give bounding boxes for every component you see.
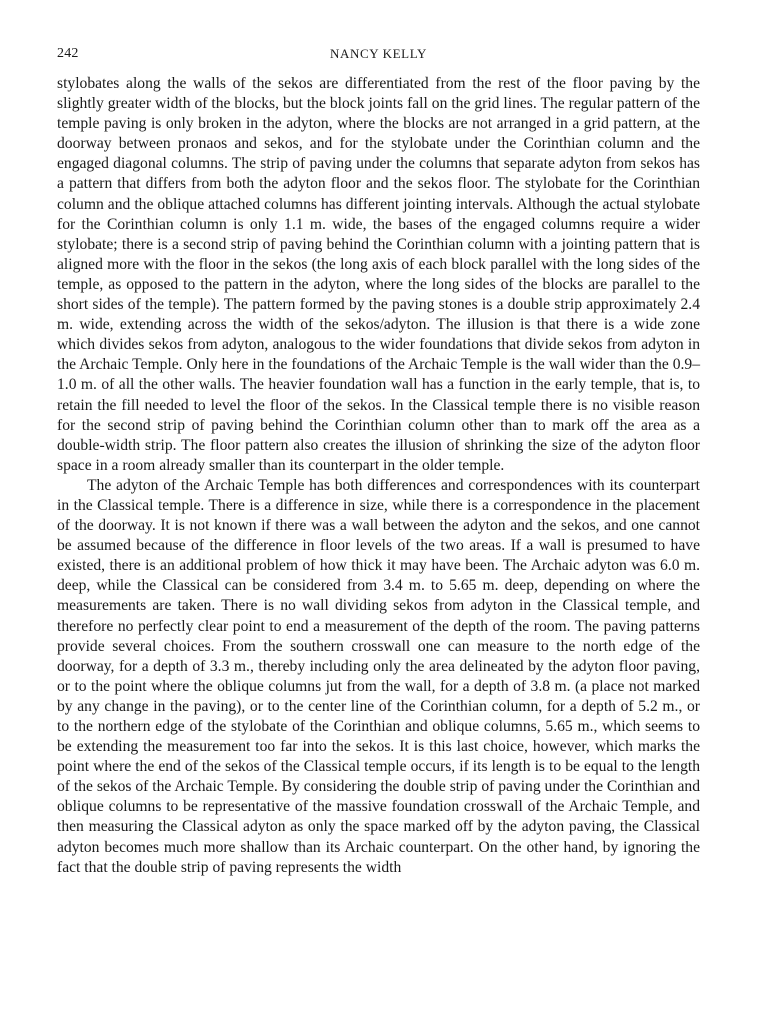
running-head (57, 46, 700, 68)
page-number: 242 (57, 46, 79, 61)
running-head-author: NANCY KELLY (330, 46, 427, 61)
body-text (57, 74, 700, 878)
book-page (57, 46, 700, 878)
paragraph-continued: stylobates along the walls of the sekos are differentiated from the rest of the floor paving by the slightly greater width of the blocks, but the block joints fall on the grid lines. The regular pattern of the temple paving is only broken in the adyton, where the blocks are not arranged in a grid pattern, at the doorway between pronaos and sekos, and for the stylobate under the Corinthian column and the engaged diagonal columns. The strip of paving under the columns that separate adyton from sekos has a pattern that differs from both the adyton floor and the sekos floor. The stylobate for the Corinthian column and the oblique attached columns has different jointing intervals. Although the actual stylobate for the Corinthian column is only 1.1 m. wide, the bases of the engaged columns require a wider stylobate; there is a second strip of paving behind the Corinthian column with a jointing pattern that is aligned more with the floor in the sekos (the long axis of each block parallel with the long sides of the temple, as opposed to the pattern in the adyton, where the long sides of the blocks are parallel to the short sides of the temple). The pattern formed by the paving stones is a double strip approximately 2.4 m. wide, extending across the width of the sekos/adyton. The illusion is that there is a wide zone which divides sekos from adyton, analogous to the wider foundations that divide sekos from adyton in the Archaic Temple. Only here in the foundations of the Archaic Temple is the wall wider than the 0.9–1.0 m. of all the other walls. The heavier foundation wall has a function in the early temple, that is, to retain the fill needed to level the floor of the sekos. In the Classical temple there is no visible reason for the second strip of paving behind the Corinthian column other than to mark off the area as a double-width strip. The floor pattern also creates the illusion of shrinking the size of the adyton floor space in a room already smaller than its counterpart in the older temple. (57, 75, 700, 474)
paragraph: The adyton of the Archaic Temple has both differences and correspondences with its counterpart in the Classical temple. There is a difference in size, while there is a correspondence in the placement of the doorway. It is not known if there was a wall between the adyton and the sekos, and one cannot be assumed because of the difference in floor levels of the two areas. If a wall is presumed to have existed, there is an additional problem of how thick it may have been. The Archaic adyton was 6.0 m. deep, while the Classical can be considered from 3.4 m. to 5.65 m. deep, depending on where the measurements are taken. There is no wall dividing sekos from adyton in the Classical temple, and therefore no perfectly clear point to end a measurement of the depth of the room. The paving patterns provide several choices. From the southern crosswall one can measure to the north edge of the doorway, for a depth of 3.3 m., thereby including only the area delineated by the adyton floor paving, or to the point where the oblique columns jut from the wall, for a depth of 3.8 m. (a place not marked by any change in the paving), or to the center line of the Corinthian column, for a depth of 5.2 m., or to the northern edge of the stylobate of the Corinthian and oblique columns, 5.65 m., which seems to be extending the measurement too far into the sekos. It is this last choice, however, which marks the point where the end of the sekos of the Classical temple occurs, if its length is to be equal to the length of the sekos of the Archaic Temple. By considering the double strip of paving under the Corinthian and oblique columns to be representative of the massive foundation crosswall of the Archaic Temple, and then measuring the Classical adyton as only the space marked off by the adyton paving, the Classical adyton becomes much more shallow than its Archaic counterpart. On the other hand, by ignoring the fact that the double strip of paving represents the width (57, 476, 701, 876)
